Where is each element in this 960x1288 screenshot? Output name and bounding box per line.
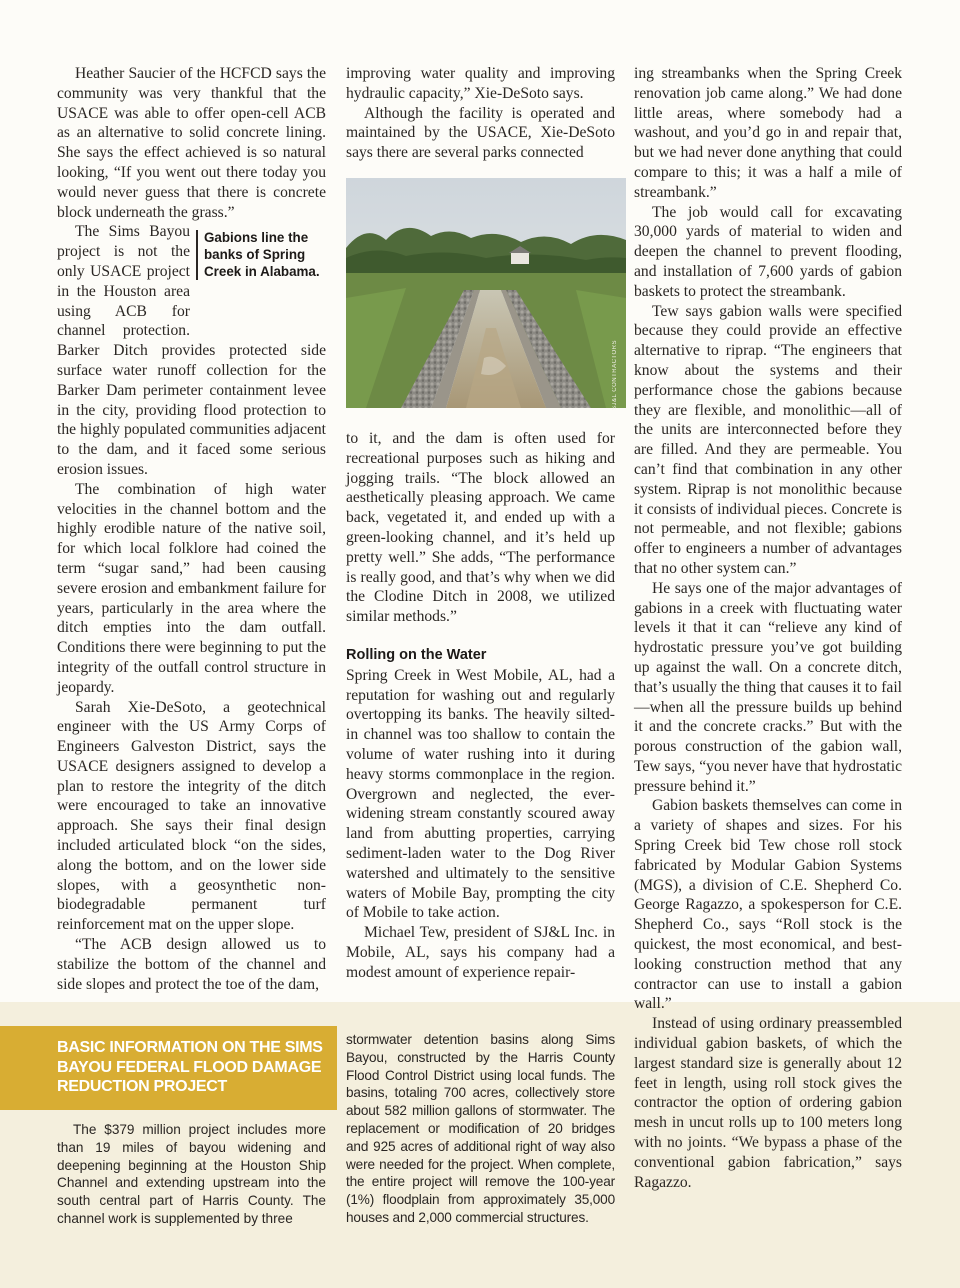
paragraph: The Sims Bayou project is not the only USACE project in the Houston area using ACB for channel protection. Barker Ditch provides protected side surface water runoff collection for the Barker Dam perimeter containment levee in the city, providing flood protection to the highly populated communities adjacent to the dam, and it faced some serious erosion issues. — [57, 223, 326, 478]
paragraph: ing streambanks when the Spring Creek renovation job came along.” We had done little areas, where somebody had a washout, and you’d go in and repair that, but we had never done anything that could compare to this; it was a half a mile of streambank.” — [634, 65, 902, 201]
paragraph: Gabion baskets themselves can come in a variety of shapes and sizes. For his Spring Creek bid Tew chose roll stock fabricated by Modular Gabion Systems (MGS), a division of C.E. Shepherd Co. George Ragazzo, a spokesperson for C.E. Shepherd Co., says “Roll stock is the quickest, the most economical, and best-looking construction method that any contractor can use to install a gabion wall.” — [634, 797, 902, 1013]
section-subhead: Rolling on the Water — [346, 646, 487, 663]
sidebar-title: BASIC INFORMATION ON THE SIMS BAYOU FEDERAL FLOOD DAMAGE REDUCTION PROJECT — [57, 1039, 323, 1096]
gabion-creek-photo — [346, 178, 626, 411]
paragraph: improving water quality and improving hydraulic capacity,” Xie-DeSoto says. — [346, 65, 615, 102]
paragraph: Although the facility is operated and maintained by the USACE, Xie-DeSoto says there are several parks connected — [346, 104, 615, 162]
sidebar-paragraph: The $379 million project includes more than 19 miles of bayou widening and deepening beginning at the Houston Ship Channel and extending upstream into the south central part of Harris County. The channel work is supplemented by three — [57, 1122, 326, 1226]
paragraph: Tew says gabion walls were specified because they could provide an effective alternative to riprap. “The engineers that know about the systems and their performance chose the gabions because they are flexible, and monolithic—all of the units are interconnected before they are filled. And they are permeable. You can’t find that combination in any other system. Riprap is not monolithic because it consists of individual pieces. Concrete is not permeable, and not flexible; gabions offer to engineers a number of advantages that no other system can.” — [634, 302, 902, 577]
paragraph: Sarah Xie-DeSoto, a geotechnical engineer with the US Army Corps of Engineers Galveston District, says the USACE designers assigned to develop a plan to restore the integrity of the ditch were encouraged to take an innovative approach. She says their final design included articulated block “on the sides, along the bottom, and on the lower side slopes, with a geosynthetic non-biodegradable permanent turf reinforcement mat on the upper slope. — [57, 698, 326, 934]
paragraph: He says one of the major advantages of gabions in a creek with fluctuating water levels it that it can “relieve any kind of hydrostatic pressure you’ve got building up against the wall. On a concrete ditch, that’s usually the thing that causes it to fail—when all the pressure builds up behind it and the concrete cracks.” But with the porous construction of the gabion wall, Tew says, “you never have that hydrostatic pressure behind it.” — [634, 579, 902, 795]
caption-text: Gabions line the banks of Spring Creek in Alabama. — [196, 230, 326, 280]
photo-illustration — [346, 178, 626, 411]
paragraph: Michael Tew, president of SJ&L Inc. in Mobile, AL, says his company had a modest amount of experience repair- — [346, 924, 615, 981]
paragraph: Instead of using ordinary preassembled individual gabion baskets, of which the largest standard size is generally about 12 feet in length, using roll stock gives the contractor the option of ordering gabion mesh in uncut rolls up to 100 meters long with no joints. “We bypass a phase of the conventional gabion fabrication,” says Ragazzo. — [634, 1015, 902, 1191]
paragraph: to it, and the dam is often used for recreational purposes such as hiking and jogging trails. “The block allowed an aesthetically pleasing approach. We came back, vegetated it, and ended up with a green-looking channel, and it’s held up pretty well.” She adds, “The performance is really good, and that’s why when we did the Clodine Ditch in 2008, we utilized similar methods.” — [346, 429, 615, 626]
sidebar-column-2 — [346, 1031, 615, 1227]
article-column-1 — [57, 64, 326, 994]
paragraph: The combination of high water velocities in the channel bottom and the highly erodible nature of the native soil, for which local folklore had coined the term “sugar sand,” had been causing severe erosion and embankment failure for years, particularly in the area where the ditch empties into the dam outfall. Conditions there were beginning to put the integrity of the outfall control structure in jeopardy. — [57, 480, 326, 696]
paragraph: “The ACB design allowed us to stabilize the bottom of the channel and side slopes and protect the toe of the dam, — [57, 936, 326, 993]
paragraph: The job would call for excavating 30,000 yards of material to widen and deepen the channel to prevent flooding, and installation of 7,600 yards of gabion baskets to protect the streambank. — [634, 203, 902, 300]
sidebar-paragraph: stormwater detention basins along Sims Bayou, constructed by the Harris County Flood Control District using local funds. The basins, totaling 700 acres, collectively store about 582 million gallons of stormwater. The replacement or modification of 20 bridges and 925 acres of additional right of way also were needed for the project. When complete, the entire project will remove the 100-year (1%) floodplain from approximately 35,000 houses and 2,000 commercial structures. — [346, 1032, 615, 1225]
photo-credit: SJ&L CONTRACTORS — [612, 340, 618, 411]
photo-caption — [196, 228, 326, 324]
paragraph: Spring Creek in West Mobile, AL, had a reputation for washing out and regularly overtopping its banks. The heavily silted-in channel was too shallow to contain the volume of water rushing into it during heavy storms commonplace in the region. Overgrown and neglected, the ever-widening stream constantly scoured away land from abutting properties, carrying sediment-laden water to the Dog River watershed and ultimately to the sensitive waters of Mobile Bay, prompting the city of Mobile to take action. — [346, 666, 615, 922]
sidebar-column-1 — [57, 1121, 326, 1228]
paragraph: Heather Saucier of the HCFCD says the community was very thankful that the USACE was able to offer open-cell ACB as an alternative to solid concrete lining. She says the effect achieved is so natural looking, “If you went out there today you would never guess that there is concrete block underneath the grass.” — [57, 65, 326, 221]
article-column-3 — [634, 64, 902, 1192]
